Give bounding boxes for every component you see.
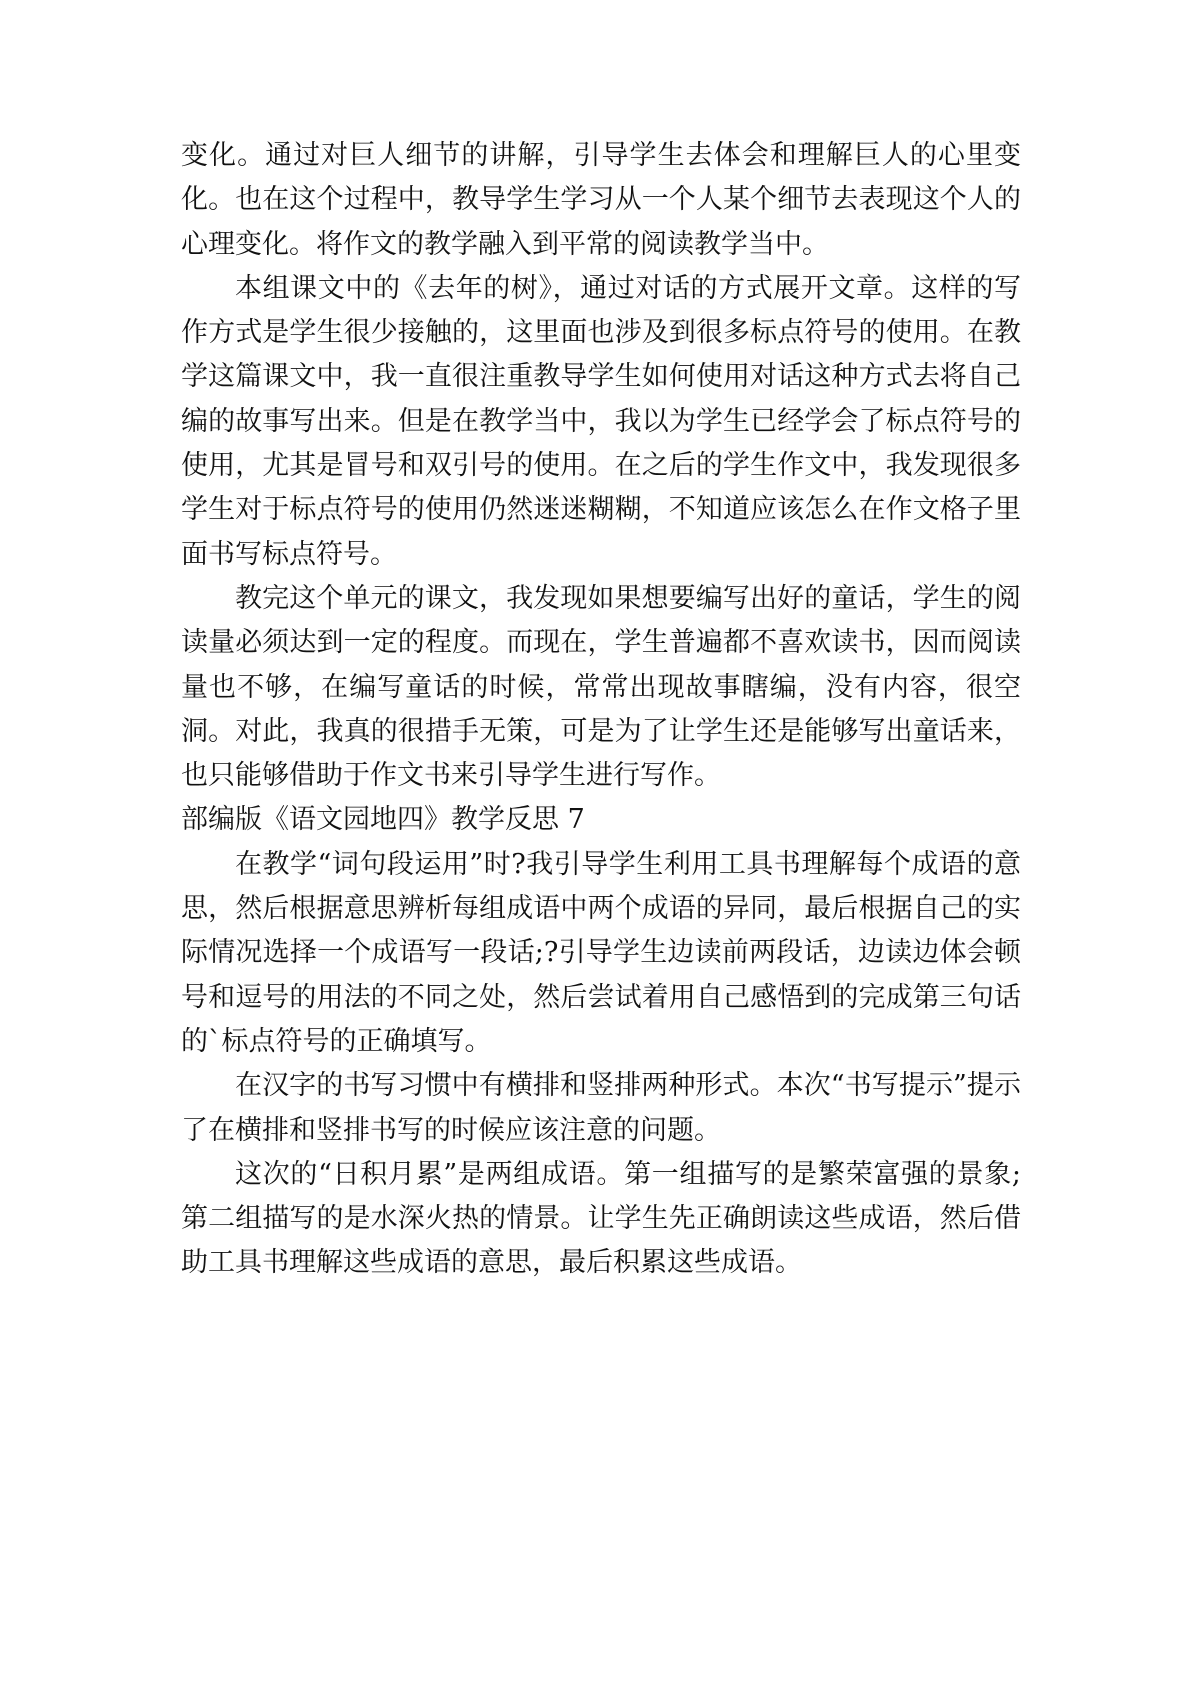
paragraph-continuation: 变化。通过对巨人细节的讲解，引导学生去体会和理解巨人的心里变化。也在这个过程中，教导学生学习从一个人某个细节去表现这个人的心理变化。将作文的教学融入到平常的阅读教学当中。 (181, 140, 1021, 260)
paragraph-writing-tips: 在汉字的书写习惯中有横排和竖排两种形式。本次“书写提示”提示了在横排和竖排书写的时候应该注意的问题。 (181, 1070, 1021, 1146)
paragraph-daily-accumulation: 这次的“日积月累”是两组成语。第一组描写的是繁荣富强的景象;第二组描写的是水深火热的情景。让学生先正确朗读这些成语，然后借助工具书理解这些成语的意思，最后积累这些成语。 (181, 1158, 1021, 1279)
document-body (181, 134, 1021, 1286)
paragraph-word-sentence-usage: 在教学“词句段运用”时?我引导学生利用工具书理解每个成语的意思，然后根据意思辨析每组成语中两个成语的异同，最后根据自己的实际情况选择一个成语写一段话;?引导学生边读前两段话，边读边体会顿号和逗号的用法的不同之处，然后尝试着用自己感悟到的完成第三句话的`标点符号的正确填写。 (181, 848, 1021, 1057)
section-heading: 部编版《语文园地四》教学反思 7 (181, 804, 585, 836)
paragraph-fairy-tale-reading: 教完这个单元的课文，我发现如果想要编写出好的童话，学生的阅读量必须达到一定的程度。而现在，学生普遍都不喜欢读书，因而阅读量也不够，在编写童话的时候，常常出现故事瞎编，没有内容，很空洞。对此，我真的很措手无策，可是为了让学生还是能够写出童话来，也只能够借助于作文书来引导学生进行写作。 (181, 582, 1021, 792)
paragraph-quniandeshu: 本组课文中的《去年的树》，通过对话的方式展开文章。这样的写作方式是学生很少接触的，这里面也涉及到很多标点符号的使用。在教学这篇课文中，我一直很注重教导学生如何使用对话这种方式去将自己编的故事写出来。但是在教学当中，我以为学生已经学会了标点符号的使用，尤其是冒号和双引号的使用。在之后的学生作文中，我发现很多学生对于标点符号的使用仍然迷迷糊糊，不知道应该怎么在作文格子里面书写标点符号。 (181, 272, 1021, 570)
